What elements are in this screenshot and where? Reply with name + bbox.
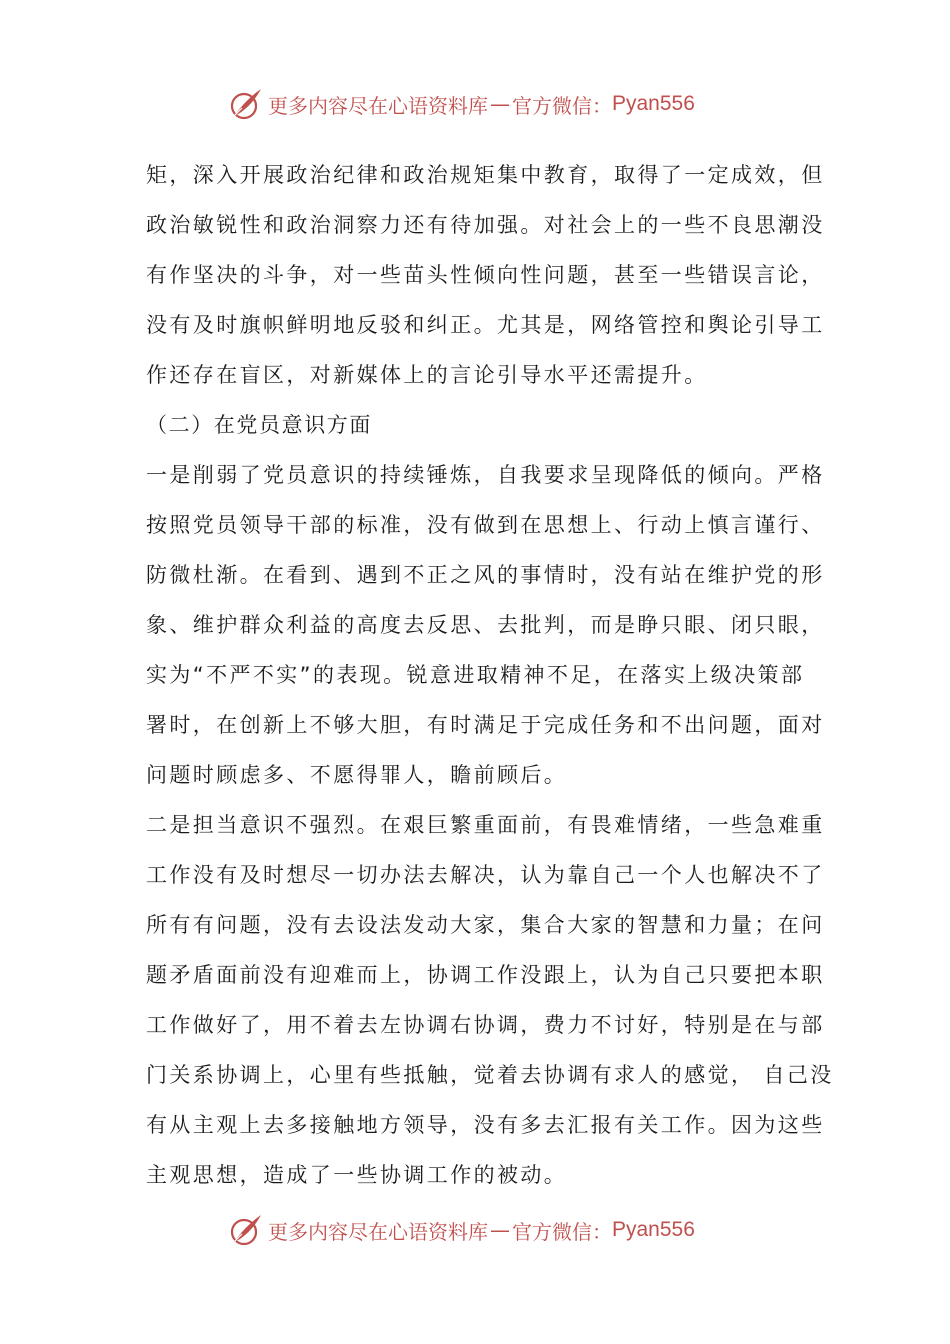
text-line: 政治敏锐性和政治洞察力还有待加强。对社会上的一些不良思潮没 bbox=[146, 213, 825, 237]
text-line: 有从主观上去多接触地方领导，没有多去汇报有关工作。因为这些 bbox=[146, 1113, 825, 1137]
banner-wechat-id: Pyan556 bbox=[612, 1218, 695, 1241]
text-line: 二是担当意识不强烈。在艰巨繁重面前，有畏难情绪，一些急难重 bbox=[146, 813, 825, 837]
text-line: 矩，深入开展政治纪律和政治规矩集中教育，取得了一定成效，但 bbox=[146, 163, 825, 187]
text-line: 实为“不严不实”的表现。锐意进取精神不足，在落实上级决策部 bbox=[146, 663, 805, 687]
text-line: 防微杜渐。在看到、遇到不正之风的事情时，没有站在维护党的形 bbox=[146, 563, 825, 587]
quill-logo-icon bbox=[228, 1212, 264, 1248]
text-line: 一是削弱了党员意识的持续锤炼，自我要求呈现降低的倾向。严格 bbox=[146, 463, 825, 487]
text-line: 象、维护群众利益的高度去反思、去批判，而是睁只眼、闭只眼， bbox=[146, 613, 825, 637]
text-line: 主观思想，造成了一些协调工作的被动。 bbox=[146, 1163, 568, 1187]
footer-watermark-banner bbox=[228, 1210, 695, 1250]
document-body bbox=[146, 150, 834, 1200]
text-line: 署时，在创新上不够大胆，有时满足于完成任务和不出问题，面对 bbox=[146, 713, 825, 737]
banner-main-text: 更多内容尽在心语资料库 bbox=[268, 1219, 488, 1244]
banner-dash: — bbox=[490, 92, 510, 116]
text-line: 所有有问题，没有去设法发动大家，集合大家的智慧和力量；在问 bbox=[146, 913, 825, 937]
text-line: 按照党员领导干部的标准，没有做到在思想上、行动上慎言谨行、 bbox=[146, 513, 825, 537]
text-line: 题矛盾面前没有迎难而上，协调工作没跟上，认为自己只要把本职 bbox=[146, 963, 825, 987]
banner-wechat-label: 官方微信： bbox=[512, 1219, 612, 1244]
quill-logo-icon bbox=[228, 86, 264, 122]
text-line: 作还存在盲区，对新媒体上的言论引导水平还需提升。 bbox=[146, 363, 708, 387]
text-line: 工作没有及时想尽一切办法去解决，认为靠自己一个人也解决不了 bbox=[146, 863, 825, 887]
text-line: 问题时顾虑多、不愿得罪人，瞻前顾后。 bbox=[146, 763, 568, 787]
header-watermark-banner bbox=[228, 84, 695, 124]
text-line: 没有及时旗帜鲜明地反驳和纠正。尤其是，网络管控和舆论引导工 bbox=[146, 313, 825, 337]
banner-wechat-label: 官方微信： bbox=[512, 93, 612, 118]
text-line: 有作坚决的斗争，对一些苗头性倾向性问题，甚至一些错误言论， bbox=[146, 263, 825, 287]
banner-main-text: 更多内容尽在心语资料库 bbox=[268, 93, 488, 118]
text-line: 工作做好了，用不着去左协调右协调，费力不讨好，特别是在与部 bbox=[146, 1013, 825, 1037]
section-heading: （二）在党员意识方面 bbox=[146, 413, 372, 437]
banner-wechat-id: Pyan556 bbox=[612, 92, 695, 115]
text-line: 门关系协调上，心里有些抵触，觉着去协调有求人的感觉， 自己没 bbox=[146, 1063, 834, 1087]
banner-dash: — bbox=[490, 1218, 510, 1242]
